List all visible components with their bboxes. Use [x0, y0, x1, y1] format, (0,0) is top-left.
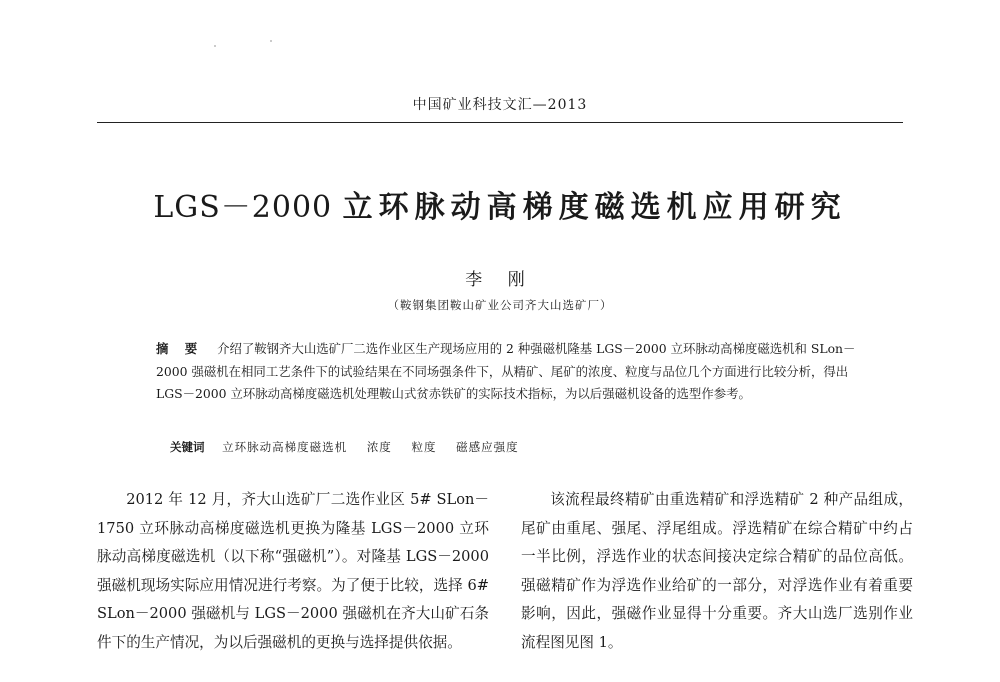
scan-speck — [270, 40, 272, 42]
keyword: 粒度 — [411, 440, 437, 454]
header-rule — [97, 122, 903, 123]
body-column-right — [521, 486, 913, 658]
abstract — [156, 338, 868, 406]
title-main: 立环脉动高梯度磁选机应用研究 — [342, 190, 847, 225]
author-name: 李 刚 — [465, 270, 535, 290]
keyword: 浓度 — [366, 440, 392, 454]
title-model: LGS－2000 — [153, 190, 333, 225]
scan-speck — [214, 45, 216, 47]
author-affiliation: （鞍钢集团鞍山矿业公司齐大山选矿厂） — [387, 298, 613, 312]
running-header: 中国矿业科技文汇—2013 — [412, 97, 588, 113]
body-column-left — [97, 486, 489, 658]
keyword: 磁感应强度 — [456, 440, 519, 454]
keyword: 立环脉动高梯度磁选机 — [222, 440, 348, 454]
keywords — [170, 436, 870, 458]
keywords-label: 关键词 — [170, 440, 205, 454]
abstract-label: 摘 要 — [156, 341, 204, 356]
abstract-text: 介绍了鞍钢齐大山选矿厂二选作业区生产现场应用的 2 种强磁机隆基 LGS－2000 立环脉动高梯度磁选机和 SLon－2000 强磁机在相同工艺条件下的试验结果在不同场强条件下，从精矿、尾矿的浓度、粒度与品位几个方面进行比较分析，得出 LGS－2000 立环脉动高梯度磁选机处理鞍山式贫赤铁矿的实际技术指标，为以后强磁机设备的选型作参考。 — [156, 341, 856, 401]
paper-title — [0, 190, 1000, 226]
body-paragraph: 该流程最终精矿由重选精矿和浮选精矿 2 种产品组成，尾矿由重尾、强尾、浮尾组成。浮选精矿在综合精矿中约占一半比例，浮选作业的状态间接决定综合精矿的品位高低。强磁精矿作为浮选作业给矿的一部分，对浮选作业有着重要影响，因此，强磁作业显得十分重要。齐大山选厂选别作业流程图见图 1。 — [521, 491, 913, 651]
body-paragraph: 2012 年 12 月，齐大山选矿厂二选作业区 5# SLon－1750 立环脉动高梯度磁选机更换为隆基 LGS－2000 立环脉动高梯度磁选机（以下称“强磁机”）。对隆基 LGS－2000 强磁机现场实际应用情况进行考察。为了便于比较，选择 6# SLon－2000 强磁机与 LGS－2000 强磁机在齐大山矿石条件下的生产情况，为以后强磁机的更换与选择提供依据。 — [97, 491, 489, 651]
